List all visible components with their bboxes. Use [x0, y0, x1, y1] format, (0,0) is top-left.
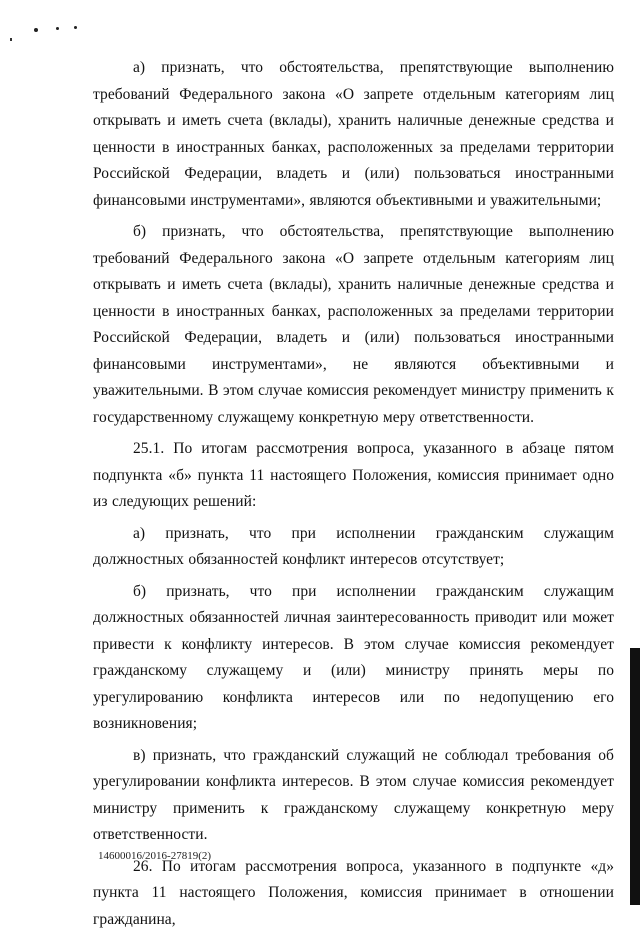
scan-speck [74, 26, 77, 29]
paragraph-26: 26. По итогам рассмотрения вопроса, указанного в подпункте «д» пункта 11 настоящего Положения, комиссия принимает в отношении гражданина, [93, 857, 614, 928]
paragraph-b-second: б) признать, что при исполнении гражданским служащим должностных обязанностей личная заинтересованность приводит или может привести к конфликту интересов. В этом случае комиссия рекомендует гражданскому служащему и (или) министру принять меры по урегулированию конфликта интересов или по недопущению его возникновения; [93, 582, 614, 732]
scan-edge-shadow [630, 648, 640, 905]
scan-tick [10, 38, 12, 41]
paragraph-b-first: б) признать, что обстоятельства, препятствующие выполнению требований Федерального закона «О запрете отдельным категориям лиц открывать и иметь счета (вклады), хранить наличные денежные средства и ценности в иностранных банках, расположенных за пределами территории Российской Федерации, владеть и (или) пользоваться иностранными финансовыми инструментами», не являются объективными и уважительными. В этом случае комиссия рекомендует министру применить к государственному служащему конкретную меру ответственности. [93, 223, 614, 426]
paragraph-a-first: а) признать, что обстоятельства, препятствующие выполнению требований Федерального закона «О запрете отдельным категориям лиц открывать и иметь счета (вклады), хранить наличные денежные средства и ценности в иностранных банках, расположенных за пределами территории Российской Федерации, владеть и (или) пользоваться иностранными финансовыми инструментами», являются объективными и уважительными; [93, 59, 614, 209]
paragraph-25-1: 25.1. По итогам рассмотрения вопроса, указанного в абзаце пятом подпункта «б» пункта 11 настоящего Положения, комиссия принимает одно из следующих решений: [93, 440, 614, 510]
scan-speck [56, 27, 59, 30]
document-body [93, 55, 614, 938]
scan-speck [34, 28, 38, 32]
paragraph-v: в) признать, что гражданский служащий не соблюдал требования об урегулировании конфликта интересов. В этом случае комиссия рекомендует министру применить к гражданскому служащему конкретную меру ответственности. [93, 746, 614, 843]
document-code: 14600016/2016-27819(2) [98, 850, 212, 862]
paragraph-a-second: а) признать, что при исполнении гражданским служащим должностных обязанностей конфликт интересов отсутствует; [93, 524, 614, 568]
